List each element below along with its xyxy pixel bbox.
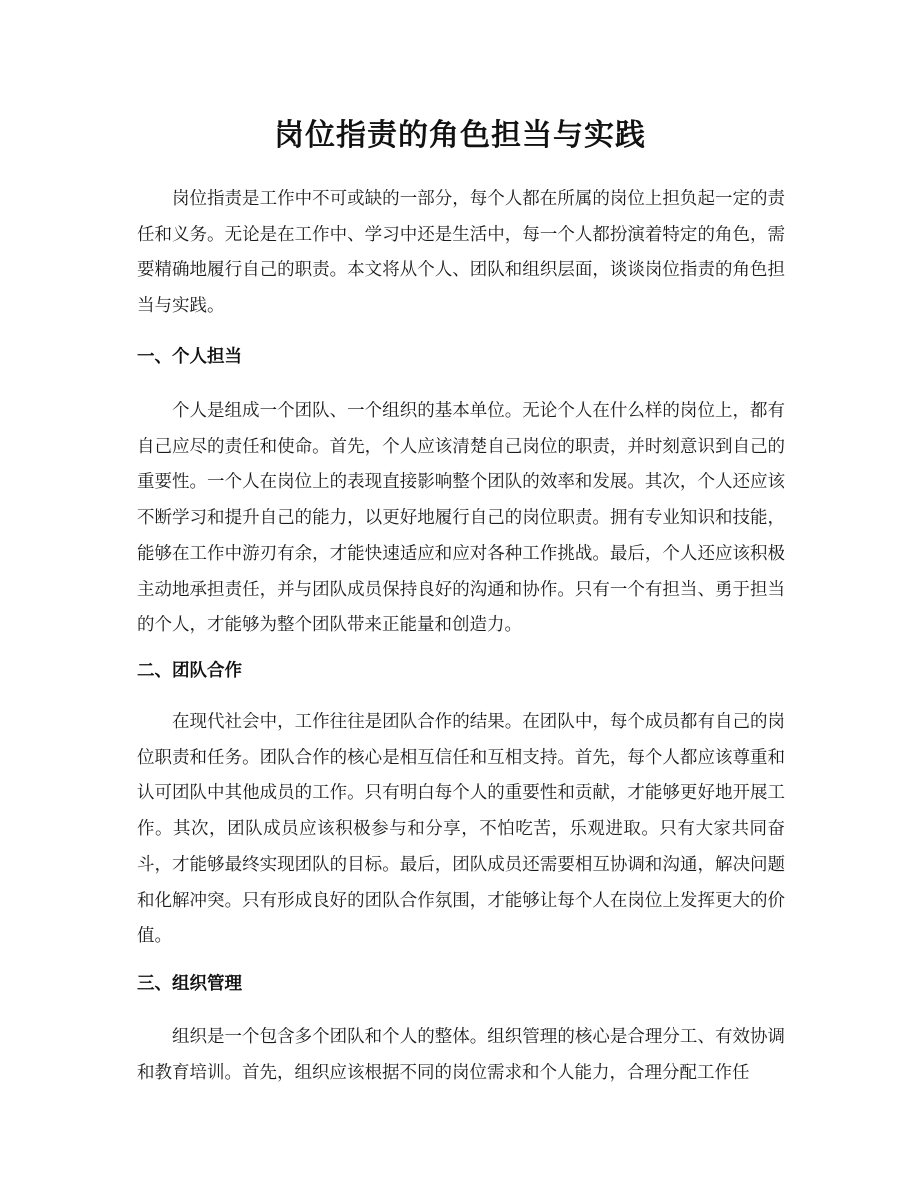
section-body-personal: 个人是组成一个团队、一个组织的基本单位。无论个人在什么样的岗位上，都有自己应尽的责任和使命。首先，个人应该清楚自己岗位的职责，并时刻意识到自己的重要性。一个人在岗位上的表现直接影响整个团队的效率和发展。其次，个人还应该不断学习和提升自己的能力，以更好地履行自己的岗位职责。拥有专业知识和技能，能够在工作中游刃有余，才能快速适应和应对各种工作挑战。最后，个人还应该积极主动地承担责任，并与团队成员保持良好的沟通和协作。只有一个有担当、勇于担当的个人，才能够为整个团队带来正能量和创造力。	[137, 401, 785, 636]
document-title: 岗位指责的角色担当与实践	[274, 118, 646, 153]
section-heading-organization: 三、组织管理	[137, 974, 242, 994]
section-heading-team: 二、团队合作	[137, 661, 242, 681]
section-body-organization: 组织是一个包含多个团队和个人的整体。组织管理的核心是合理分工、有效协调和教育培训。首先，组织应该根据不同的岗位需求和个人能力，合理分配工作任	[137, 1027, 785, 1083]
section-body-team: 在现代社会中，工作往往是团队合作的结果。在团队中，每个成员都有自己的岗位职责和任务。团队合作的核心是相互信任和互相支持。首先，每个人都应该尊重和认可团队中其他成员的工作。只有明白每个人的重要性和贡献，才能够更好地开展工作。其次，团队成员应该积极参与和分享，不怕吃苦，乐观进取。只有大家共同奋斗，才能够最终实现团队的目标。最后，团队成员还需要相互协调和沟通，解决问题和化解冲突。只有形成良好的团队合作氛围，才能够让每个人在岗位上发挥更大的价值。	[137, 712, 785, 947]
intro-paragraph: 岗位指责是工作中不可或缺的一部分，每个人都在所属的岗位上担负起一定的责任和义务。无论是在工作中、学习中还是生活中，每一个人都扮演着特定的角色，需要精确地履行自己的职责。本文将从个人、团队和组织层面，谈谈岗位指责的角色担当与实践。	[137, 189, 785, 317]
section-heading-personal: 一、个人担当	[137, 347, 242, 367]
